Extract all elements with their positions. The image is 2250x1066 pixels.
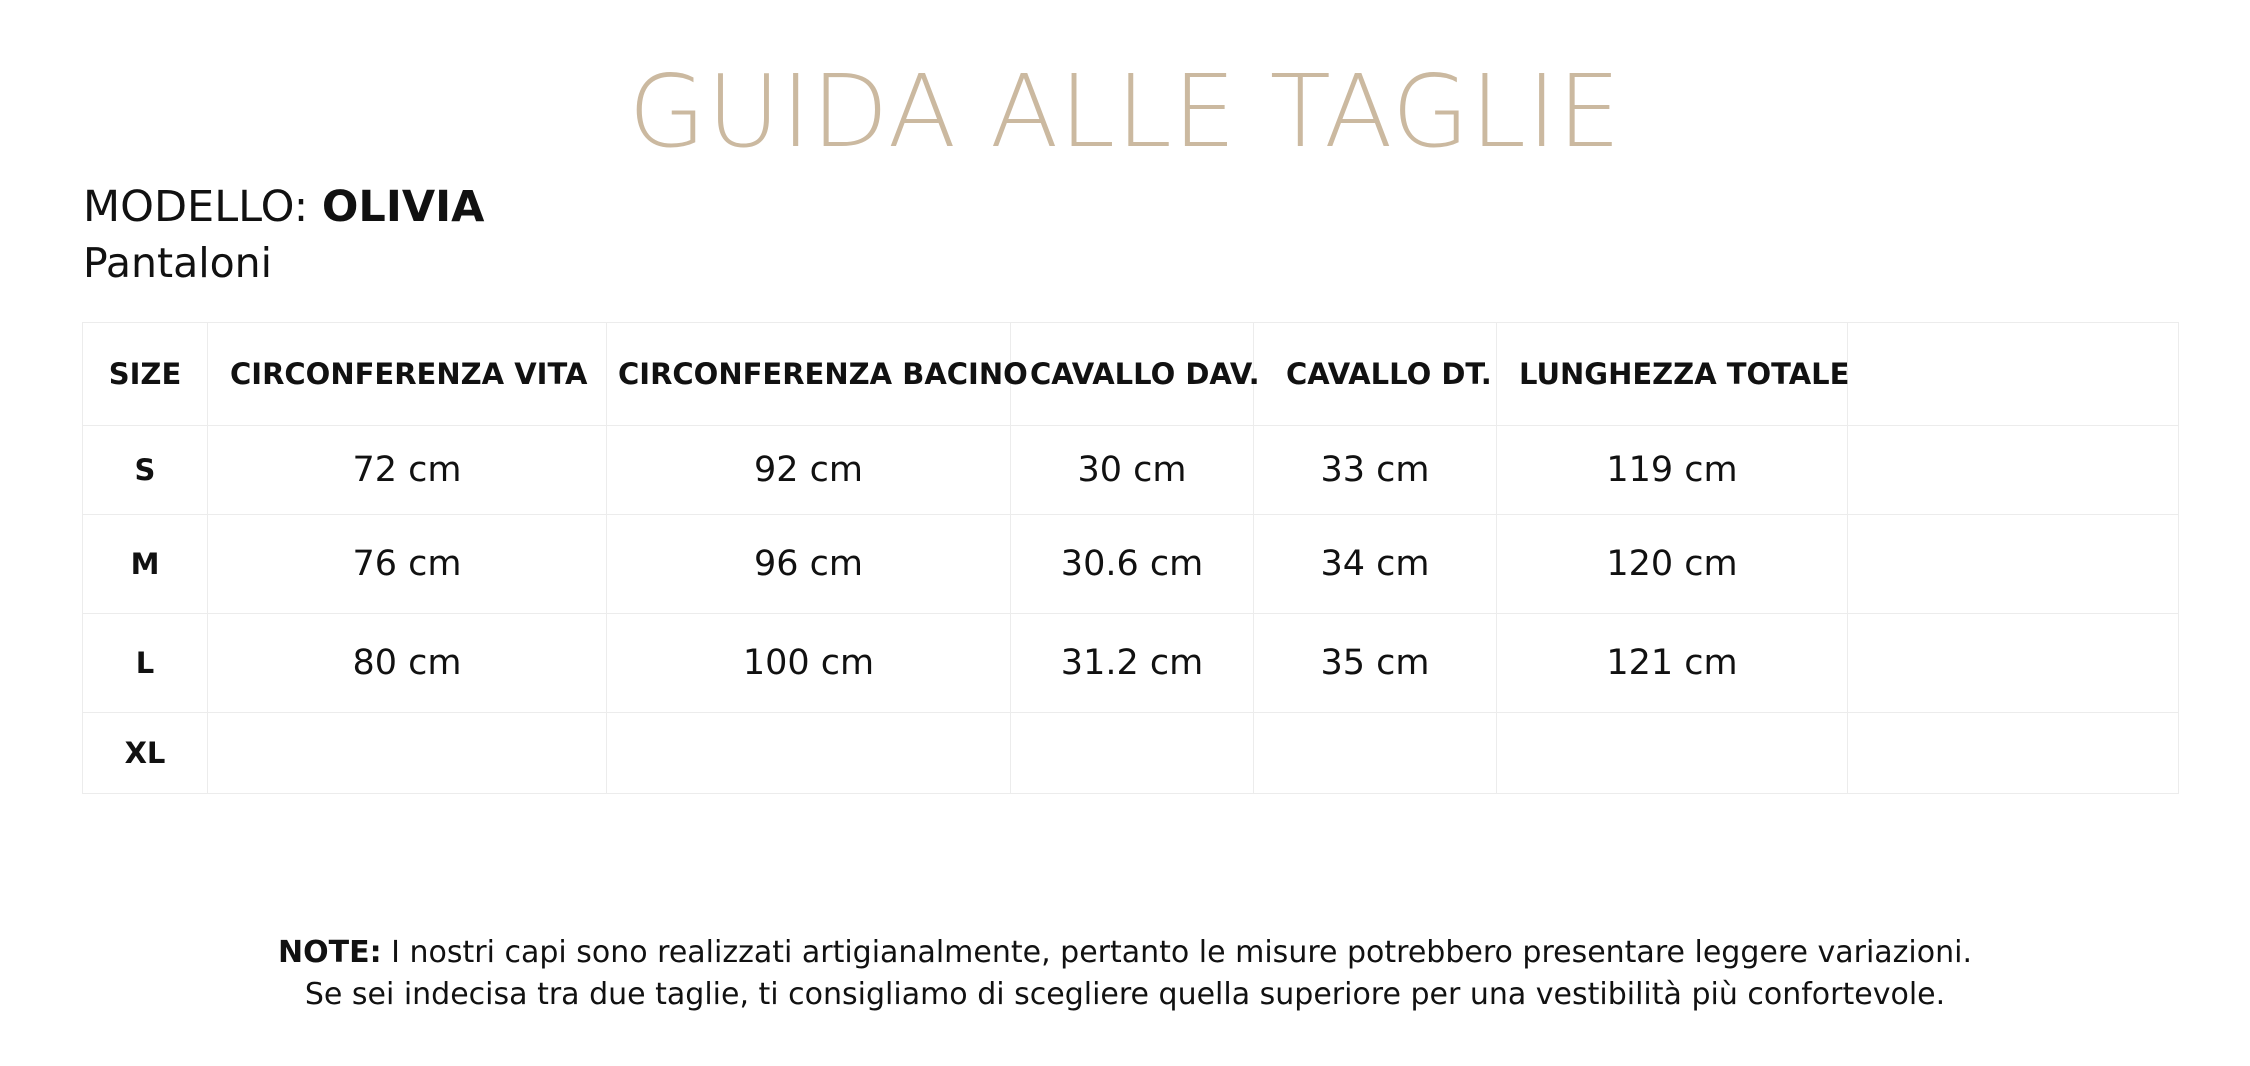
table-cell: 34 cm xyxy=(1254,515,1497,614)
page-title: GUIDA ALLE TAGLIE xyxy=(628,53,1622,170)
table-cell: 121 cm xyxy=(1497,614,1848,713)
table-cell xyxy=(1848,713,2179,794)
header-total-length: LUNGHEZZA TOTALE xyxy=(1497,323,1848,426)
header-front-rise: CAVALLO DAV. xyxy=(1011,323,1254,426)
note-label: NOTE: xyxy=(278,935,382,970)
table-cell xyxy=(1848,426,2179,515)
table-cell: 35 cm xyxy=(1254,614,1497,713)
note-block xyxy=(0,932,2250,1016)
header-back-rise: CAVALLO DT. xyxy=(1254,323,1497,426)
table-cell: 120 cm xyxy=(1497,515,1848,614)
table-cell xyxy=(1848,614,2179,713)
table-row xyxy=(83,515,2179,614)
table-cell: 119 cm xyxy=(1497,426,1848,515)
product-category: Pantaloni xyxy=(83,239,273,287)
table-cell: 100 cm xyxy=(607,614,1011,713)
table-row xyxy=(83,614,2179,713)
table-cell: 92 cm xyxy=(607,426,1011,515)
table-cell xyxy=(208,713,607,794)
header-hips: CIRCONFERENZA BACINO xyxy=(607,323,1011,426)
table-cell: 96 cm xyxy=(607,515,1011,614)
table-row xyxy=(83,713,2179,794)
table-row xyxy=(83,426,2179,515)
table-cell: 30 cm xyxy=(1011,426,1254,515)
table-cell: 76 cm xyxy=(208,515,607,614)
model-label: MODELLO: xyxy=(83,182,309,232)
note-line-2: Se sei indecisa tra due taglie, ti consigliamo di scegliere quella superiore per una vestibilità più confortevole. xyxy=(304,977,1946,1012)
note-text-1: I nostri capi sono realizzati artigianalmente, pertanto le misure potrebbero presentare leggere variazioni. xyxy=(391,935,1972,970)
size-cell: L xyxy=(83,614,208,713)
table-header-row xyxy=(83,323,2179,426)
size-cell: S xyxy=(83,426,208,515)
table-cell: 72 cm xyxy=(208,426,607,515)
header-size: SIZE xyxy=(83,323,208,426)
table-cell xyxy=(1497,713,1848,794)
table-cell: 33 cm xyxy=(1254,426,1497,515)
table-cell: 80 cm xyxy=(208,614,607,713)
table-cell: 30.6 cm xyxy=(1011,515,1254,614)
table-cell: 31.2 cm xyxy=(1011,614,1254,713)
size-cell: XL xyxy=(83,713,208,794)
table-cell xyxy=(607,713,1011,794)
header-empty xyxy=(1848,323,2179,426)
table-cell xyxy=(1011,713,1254,794)
model-heading xyxy=(83,180,484,235)
size-cell: M xyxy=(83,515,208,614)
table-cell xyxy=(1848,515,2179,614)
note-line-1 xyxy=(0,932,2250,974)
model-name: OLIVIA xyxy=(321,182,485,232)
table-cell xyxy=(1254,713,1497,794)
size-table xyxy=(82,322,2179,794)
header-waist: CIRCONFERENZA VITA xyxy=(208,323,607,426)
